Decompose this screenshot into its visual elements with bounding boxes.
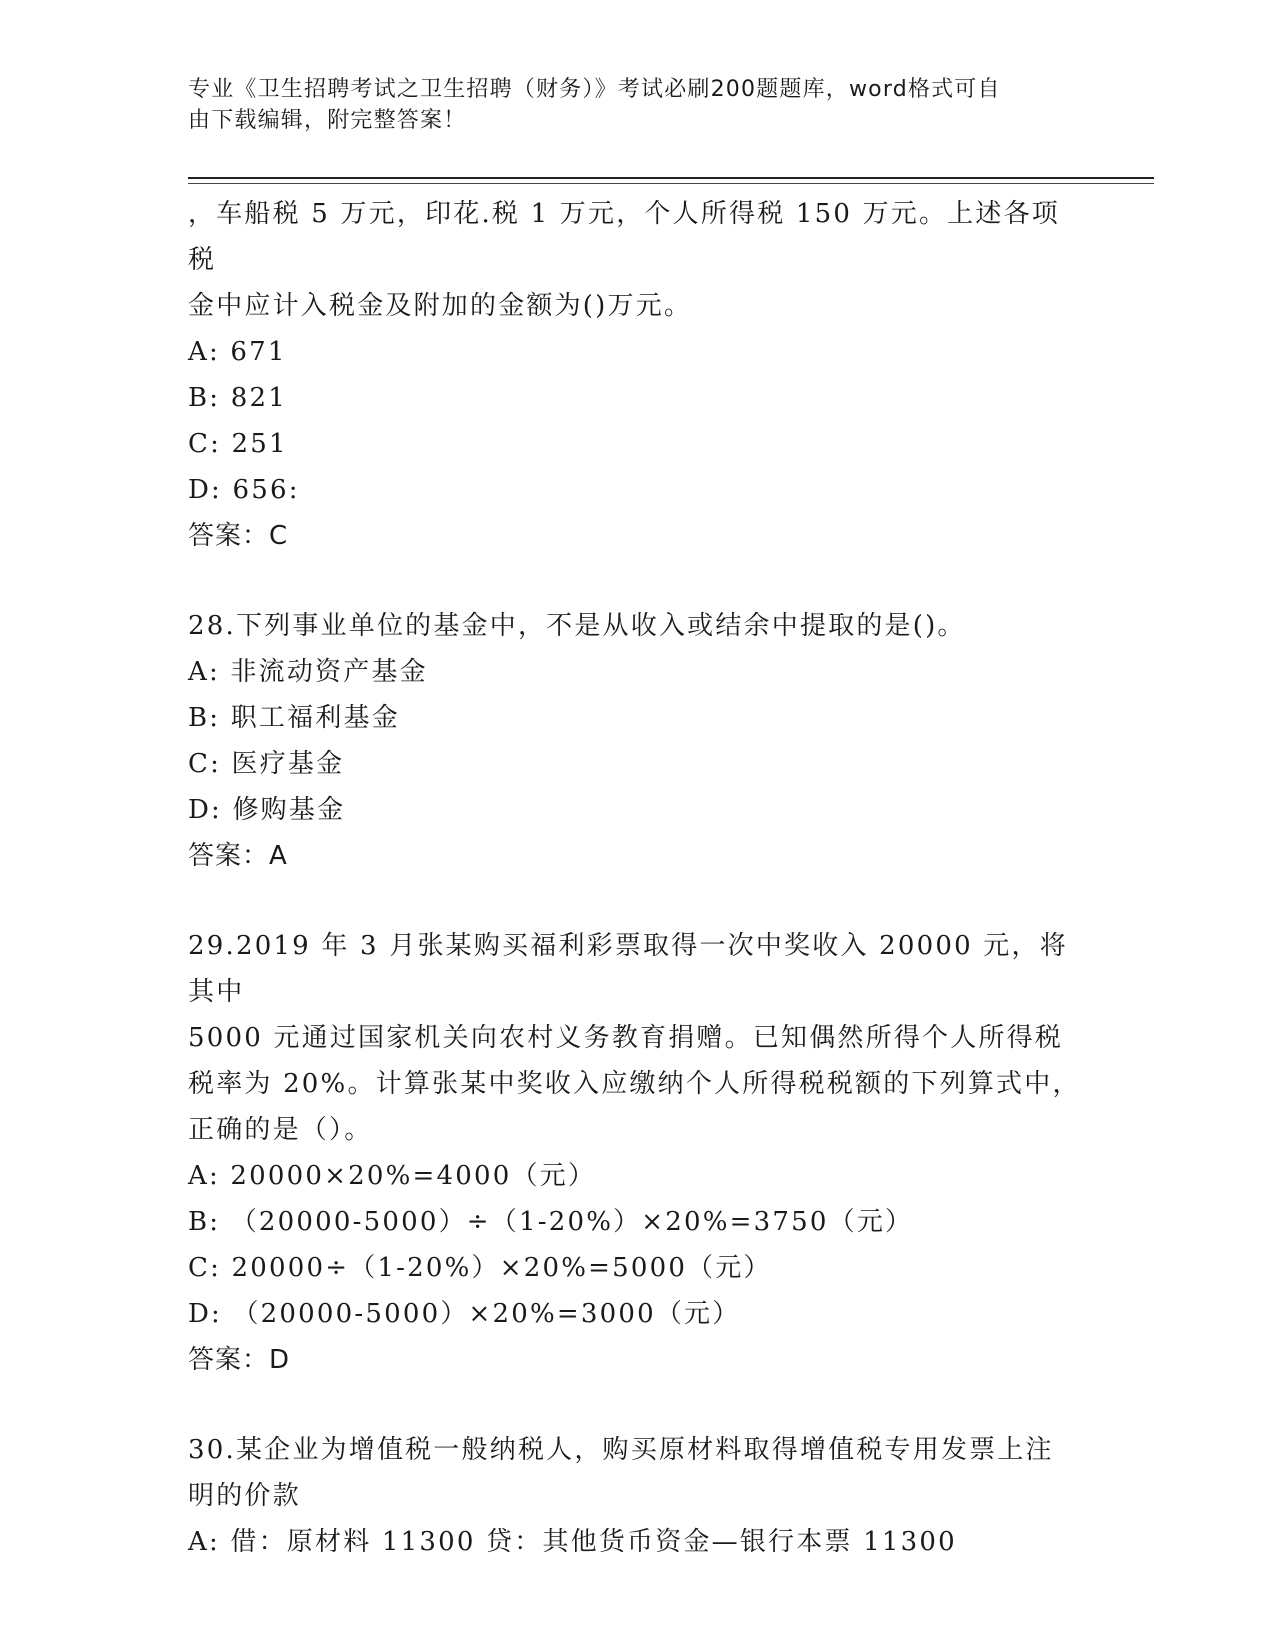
option-c: C: 医疗基金 — [188, 749, 345, 779]
header-line-2: 由下载编辑，附完整答案！ — [188, 108, 467, 133]
question-stem-line: ，车船税 5 万元，印花.税 1 万元，个人所得税 150 万元。上述各项税 — [188, 199, 1060, 275]
question-stem-line: 税率为 20%。计算张某中奖收入应缴纳个人所得税税额的下列算式中， — [188, 1069, 1081, 1099]
question-stem-line: 5000 元通过国家机关向农村义务教育捐赠。已知偶然所得个人所得税 — [188, 1023, 1064, 1053]
spacer — [188, 1383, 1088, 1427]
question-stem-line: 28.下列事业单位的基金中，不是从收入或结余中提取的是()。 — [188, 611, 966, 641]
spacer — [188, 559, 1088, 603]
option-a: A: 非流动资产基金 — [188, 657, 428, 687]
question-stem-line: 金中应计入税金及附加的金额为()万元。 — [188, 291, 693, 321]
question-stem-line: 29.2019 年 3 月张某购买福利彩票取得一次中奖收入 20000 元，将其中 — [188, 931, 1068, 1007]
answer-label: 答案：D — [188, 1345, 291, 1375]
option-a: A: 20000×20%=4000（元） — [188, 1161, 597, 1191]
header-rule-thick — [188, 177, 1154, 179]
option-b: B: 职工福利基金 — [188, 703, 400, 733]
answer-label: 答案：C — [188, 521, 289, 551]
document-body — [188, 191, 1088, 1565]
question-stem-line: 正确的是（）。 — [188, 1115, 373, 1145]
question-stem-line: 明的价款 — [188, 1481, 301, 1511]
option-b: B: （20000-5000）÷（1-20%）×20%=3750（元） — [188, 1207, 914, 1237]
question-stem-line: 30.某企业为增值税一般纳税人，购买原材料取得增值税专用发票上注 — [188, 1435, 1054, 1465]
header-rule-thin — [188, 183, 1154, 184]
option-d: D: （20000-5000）×20%=3000（元） — [188, 1299, 741, 1329]
document-header — [188, 74, 1068, 136]
answer-label: 答案：A — [188, 841, 288, 871]
header-line-1: 专业《卫生招聘考试之卫生招聘（财务）》考试必刷200题题库，word格式可自 — [188, 77, 1001, 102]
option-d: D: 656: — [188, 475, 300, 505]
option-a: A: 671 — [188, 337, 287, 367]
question-29 — [188, 923, 1088, 1383]
option-c: C: 20000÷（1-20%）×20%=5000（元） — [188, 1253, 772, 1283]
option-d: D: 修购基金 — [188, 795, 346, 825]
option-b: B: 821 — [188, 383, 287, 413]
option-c: C: 251 — [188, 429, 288, 459]
option-a: A: 借：原材料 11300 贷：其他货币资金—银行本票 11300 — [188, 1527, 957, 1557]
question-30 — [188, 1427, 1088, 1565]
question-27 — [188, 191, 1088, 559]
spacer — [188, 879, 1088, 923]
question-28 — [188, 603, 1088, 879]
